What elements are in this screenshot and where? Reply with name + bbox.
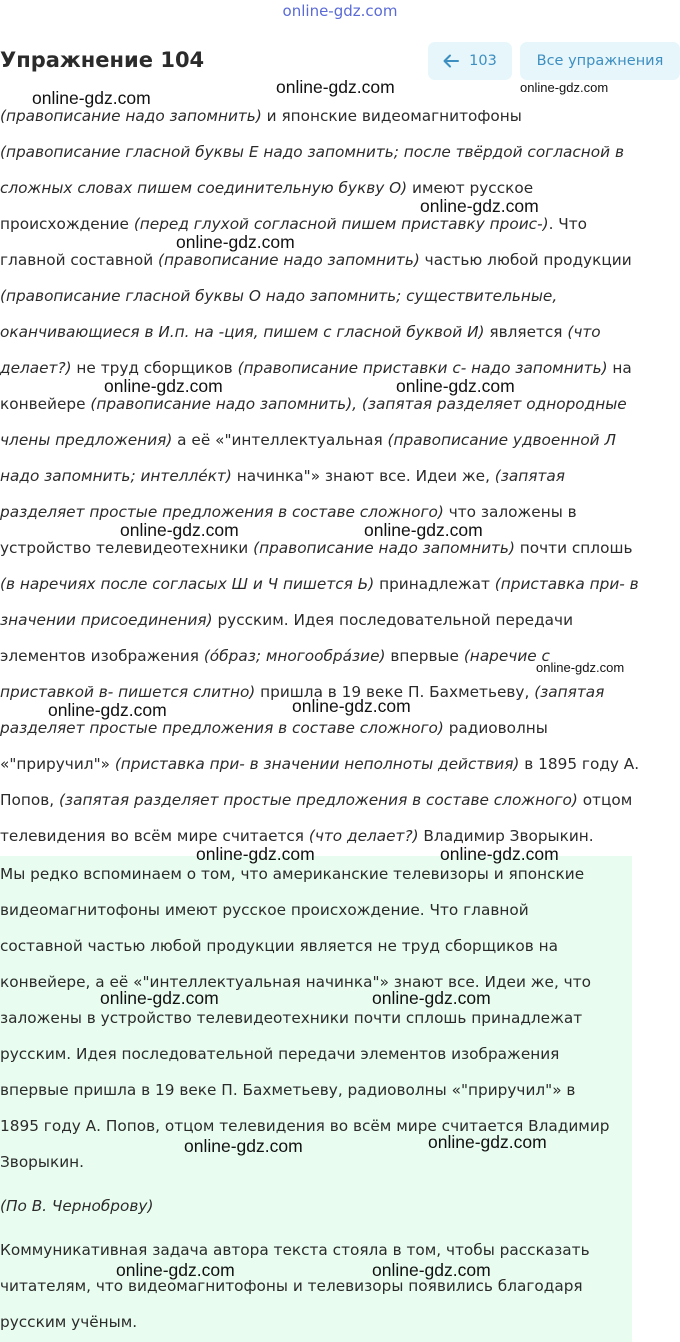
explanation-line (0, 170, 680, 206)
answer-line: конвейере, а её «"интеллектуальная начинка"» знают все. Идеи же, что (0, 973, 591, 991)
watermark: online-gdz.com (372, 988, 491, 1008)
explanation-note: (правописание удвоенной Л (387, 431, 616, 449)
answer-text (0, 856, 680, 1340)
explanation-line (0, 494, 680, 530)
explanation-note: (запятая разделяет простые предложения в составе сложного) (58, 791, 578, 809)
explanation-fragment: на (607, 359, 632, 377)
explanation-note: приставкой в- пишется слитно) (0, 683, 256, 701)
watermark: online-gdz.com (104, 376, 223, 396)
explanation-line (0, 350, 680, 386)
watermark: online-gdz.com (196, 844, 315, 864)
explanation-fragment: не труд сборщиков (71, 359, 238, 377)
explanation-note: разделяет простые предложения в составе сложного) (0, 503, 444, 521)
explanation-line (0, 278, 680, 314)
explanation-fragment: . Что (548, 215, 588, 233)
watermark: online-gdz.com (32, 88, 151, 108)
conclusion-line: Коммуникативная задача автора текста стояла в том, чтобы рассказать (0, 1241, 590, 1259)
explanation-note: делает?) (0, 359, 72, 377)
explanation-fragment: русским. Идея последовательной передачи (212, 611, 574, 629)
explanation-fragment: начинка"» знают все. Идеи же, (231, 467, 495, 485)
explanation-line (0, 566, 680, 602)
explanation-note: (запятая (494, 467, 565, 485)
explanation-line (0, 386, 680, 422)
explanation-note: (перед глухой согласной пишем приставку проис-) (133, 215, 549, 233)
watermark: online-gdz.com (184, 1136, 303, 1156)
explanation-fragment: конвейере (0, 395, 91, 413)
explanation-note: (правописание гласной буквы О надо запомнить; существительные, (0, 287, 558, 305)
explanation-note: (правописание гласной буквы Е надо запомнить; после твёрдой согласной в (0, 143, 624, 161)
explanation-line (0, 134, 680, 170)
explanation-note: (в наречиях после согласых Ш и Ч пишется Ь) (0, 575, 375, 593)
page-title: Упражнение 104 (0, 48, 205, 72)
explanation-fragment: происхождение (0, 215, 134, 233)
watermark: online-gdz.com (428, 1132, 547, 1152)
answer-line: русским. Идея последовательной передачи элементов изображения (0, 1045, 560, 1063)
explanation-note: оканчивающиеся в И.п. на -ция, пишем с гласной буквой И) (0, 323, 485, 341)
watermark: online-gdz.com (116, 1260, 235, 1280)
watermark: online-gdz.com (440, 844, 559, 864)
previous-exercise-button[interactable] (428, 42, 512, 80)
watermark: online-gdz.com (364, 520, 483, 540)
source-text: (По В. Черноброву) (0, 1197, 154, 1215)
arrow-left-icon (443, 54, 459, 68)
watermark: online-gdz.com (292, 696, 411, 716)
explanation-fragment: устройство телевидеотехники (0, 539, 254, 557)
explanation-fragment: что заложены в (443, 503, 577, 521)
explanation-line (0, 242, 680, 278)
conclusion-line: читателям, что видеомагнитофоны и телевизоры появились благодаря (0, 1277, 583, 1295)
watermark: online-gdz.com (276, 77, 395, 97)
explanation-fragment: элементов изображения (0, 647, 204, 665)
explanation-fragment: почти сплошь (514, 539, 633, 557)
explanation-text (0, 98, 680, 854)
watermark: online-gdz.com (520, 80, 609, 95)
source-citation (0, 1188, 680, 1224)
explanation-line (0, 818, 680, 854)
answer-line: Мы редко вспоминаем о том, что американские телевизоры и японские (0, 865, 585, 883)
explanation-line (0, 530, 680, 566)
explanation-line (0, 206, 680, 242)
site-watermark-top: online-gdz.com (282, 2, 398, 20)
explanation-note: (запятая (534, 683, 605, 701)
answer-line: видеомагнитофоны имеют русское происхождение. Что главной (0, 901, 529, 919)
explanation-note: надо запомнить; интеллéкт) (0, 467, 232, 485)
explanation-fragment: «"приручил"» (0, 755, 115, 773)
watermark: online-gdz.com (120, 520, 239, 540)
explanation-line (0, 782, 680, 818)
explanation-fragment: является (484, 323, 568, 341)
explanation-fragment: Попов, (0, 791, 59, 809)
explanation-fragment: принадлежат (374, 575, 495, 593)
answer-line: Зворыкин. (0, 1153, 85, 1171)
explanation-note: (приставка при- в значении неполноты действия) (114, 755, 520, 773)
explanation-fragment: а её «"интеллектуальная (172, 431, 388, 449)
explanation-note: (правописание надо запомнить) (253, 539, 515, 557)
answer-line: заложены в устройство телевидеотехники почти сплошь принадлежат (0, 1009, 583, 1027)
explanation-line (0, 602, 680, 638)
explanation-note: сложных словах пишем соединительную букву О) (0, 179, 408, 197)
conclusion-line: русским учёным. (0, 1313, 138, 1331)
watermark: online-gdz.com (396, 376, 515, 396)
answer-line: составной частью любой продукции является не труд сборщиков на (0, 937, 558, 955)
answer-line: 1895 году А. Попов, отцом телевидения во всём мире считается Владимир (0, 1117, 610, 1135)
explanation-fragment: имеют русское (407, 179, 534, 197)
explanation-line (0, 458, 680, 494)
explanation-fragment: пришла в 19 веке П. Бахметьеву, (255, 683, 535, 701)
explanation-fragment: Владимир Зворыкин. (418, 827, 594, 845)
watermark: online-gdz.com (176, 232, 295, 252)
previous-exercise-label: 103 (469, 53, 497, 69)
explanation-fragment: и японские видеомагнитофоны (261, 107, 522, 125)
explanation-fragment: отцом (577, 791, 633, 809)
explanation-note: значении присоединения) (0, 611, 213, 629)
explanation-note: (что (567, 323, 601, 341)
explanation-line (0, 422, 680, 458)
watermark: online-gdz.com (420, 196, 539, 216)
explanation-note: (óбраз; многообрáзие) (203, 647, 386, 665)
explanation-line (0, 314, 680, 350)
watermark: online-gdz.com (100, 988, 219, 1008)
explanation-fragment: частью любой продукции (419, 251, 632, 269)
watermark: online-gdz.com (372, 1260, 491, 1280)
explanation-note: (правописание надо запомнить) (0, 107, 262, 125)
watermark: online-gdz.com (48, 700, 167, 720)
explanation-note: (правописание надо запомнить) (158, 251, 420, 269)
explanation-note: (что делает?) (308, 827, 419, 845)
explanation-note: (наречие с (463, 647, 550, 665)
explanation-fragment: главной составной (0, 251, 159, 269)
explanation-line (0, 746, 680, 782)
explanation-fragment: впервые (385, 647, 464, 665)
explanation-note: члены предложения) (0, 431, 173, 449)
explanation-fragment: телевидения во всём мире считается (0, 827, 309, 845)
explanation-note: (приставка при- в (494, 575, 639, 593)
explanation-fragment: в 1895 году А. (519, 755, 640, 773)
watermark: online-gdz.com (536, 660, 625, 675)
explanation-note: (правописание приставки с- надо запомнить) (237, 359, 608, 377)
explanation-fragment: радиоволны (443, 719, 548, 737)
answer-line: впервые пришла в 19 веке П. Бахметьеву, радиоволны «"приручил"» в (0, 1081, 576, 1099)
explanation-note: разделяет простые предложения в составе сложного) (0, 719, 444, 737)
all-exercises-label: Все упражнения (536, 53, 664, 69)
all-exercises-button[interactable] (520, 42, 680, 80)
explanation-note: (правописание надо запомнить), (запятая разделяет однородные (90, 395, 627, 413)
